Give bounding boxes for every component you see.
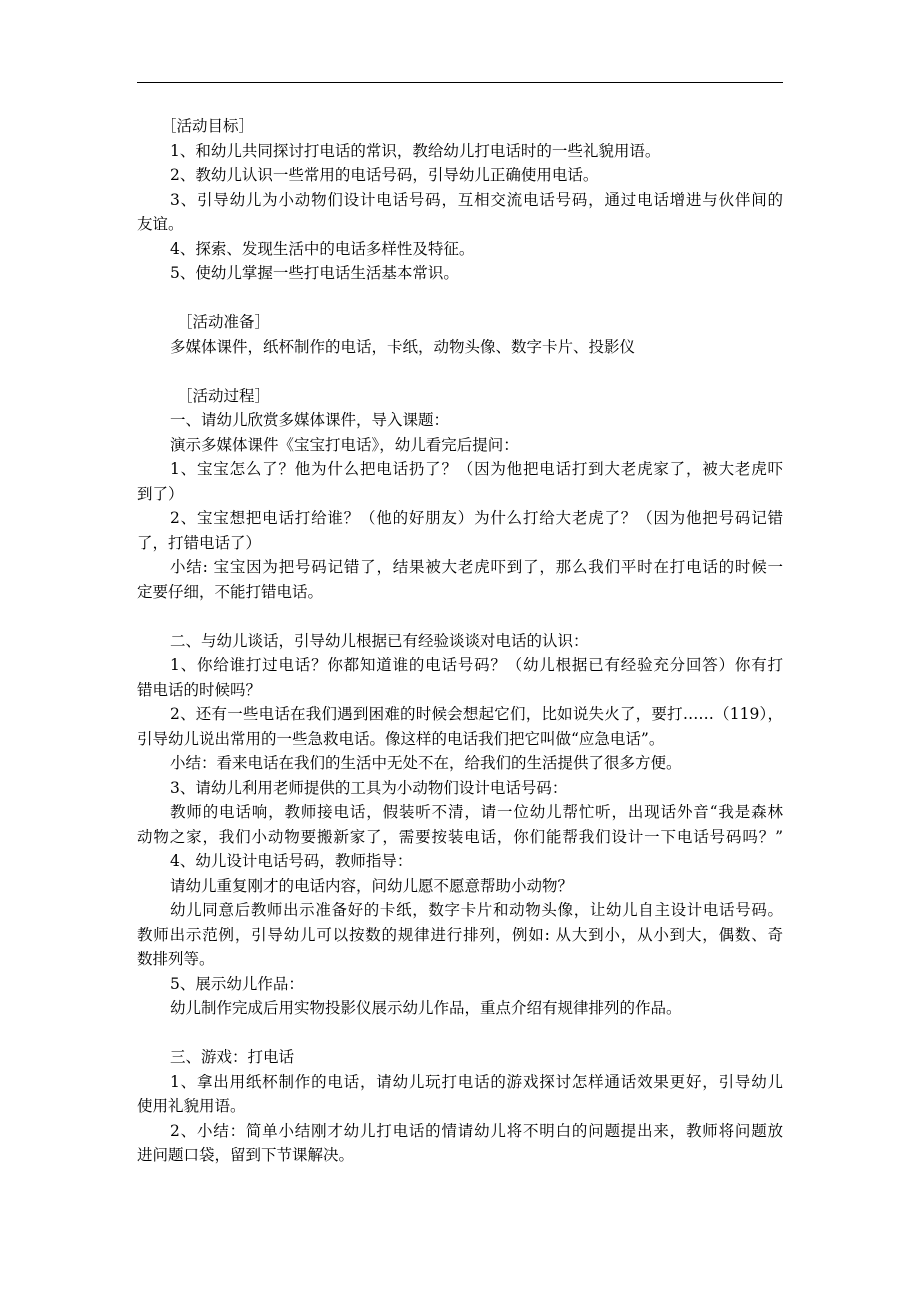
part3-title: 三、游戏：打电话 bbox=[170, 1048, 295, 1066]
part2-step-4: 4、幼儿设计电话号码，教师指导： bbox=[170, 852, 413, 870]
spacer bbox=[137, 1021, 783, 1046]
goal-item-2: 2、教幼儿认识一些常用的电话号码，引导幼儿正确使用电话。 bbox=[170, 166, 599, 184]
part1-question-2-line2: 了，打错电话了） bbox=[137, 533, 262, 552]
part3-item-1-line2: 使用礼貌用语。 bbox=[137, 1097, 246, 1115]
part1-question-2-line1: 2、宝宝想把电话打给谁？（他的好朋友）为什么打给大老虎了？（因为他把号码记错 bbox=[170, 509, 783, 527]
goal-item-3-line2: 友谊。 bbox=[137, 215, 184, 233]
part2-summary: 小结：看来电话在我们的生活中无处不在，给我们的生活提供了很多方便。 bbox=[170, 754, 682, 772]
goal-item-3-line1: 3、引导幼儿为小动物们设计电话号码，互相交流电话号码，通过电话增进与伙伴间的 bbox=[170, 190, 783, 209]
preparation-text: 多媒体课件，纸杯制作的电话，卡纸，动物头像、数字卡片、投影仪 bbox=[170, 337, 636, 356]
part2-step-4-text1: 请幼儿重复刚才的电话内容，问幼儿愿不愿意帮助小动物？ bbox=[170, 876, 574, 895]
part2-step-5: 5、展示幼儿作品： bbox=[170, 974, 304, 993]
part2-question-1-line2: 错电话的时候吗？ bbox=[137, 680, 262, 699]
section-heading-process: ［活动过程］ bbox=[177, 386, 271, 405]
goal-item-1: 1、和幼儿共同探讨打电话的常识，教给幼儿打电话时的一些礼貌用语。 bbox=[170, 141, 661, 160]
part2-step-4-text2-line3: 数排列等。 bbox=[137, 950, 215, 968]
part2-step-4-text2-line1: 幼儿同意后教师出示准备好的卡纸，数字卡片和动物头像，让幼儿自主设计电话号码。 bbox=[170, 901, 783, 919]
spacer bbox=[137, 286, 783, 311]
part2-title: 二、与幼儿谈话，引导幼儿根据已有经验谈谈对电话的认识： bbox=[170, 631, 589, 650]
goal-item-4: 4、探索、发现生活中的电话多样性及特征。 bbox=[170, 239, 475, 258]
part1-summary-line2: 定要仔细，不能打错电话。 bbox=[137, 582, 324, 601]
part2-step-4-text2-line2: 教师出示范例，引导幼儿可以按数的规律进行排列，例如: 从大到小，从小到大，偶数、奇 bbox=[137, 925, 783, 944]
section-heading-preparation: ［活动准备］ bbox=[177, 313, 271, 331]
part2-step-3-text-line1: 教师的电话响，教师接电话，假装听不清，请一位幼儿帮忙听，出现话外音“我是森林 bbox=[170, 803, 783, 821]
part1-question-1-line1: 1、宝宝怎么了？他为什么把电话扔了？（因为他把电话打到大老虎家了，被大老虎吓 bbox=[170, 460, 783, 478]
part3-item-2-line2: 进问题口袋，留到下节课解决。 bbox=[137, 1146, 355, 1164]
spacer bbox=[137, 604, 783, 629]
part1-title: 一、请幼儿欣赏多媒体课件，导入课题： bbox=[170, 411, 450, 429]
section-heading-goals: ［活动目标］ bbox=[161, 117, 255, 135]
part1-question-1-line2: 到了） bbox=[137, 484, 184, 503]
part1-intro: 演示多媒体课件《宝宝打电话》，幼儿看完后提问： bbox=[170, 435, 519, 454]
part1-summary-line1: 小结: 宝宝因为把号码记错了，结果被大老虎吓到了，那么我们平时在打电话的时候一 bbox=[170, 558, 783, 576]
spacer bbox=[137, 359, 783, 384]
part2-question-1-line1: 1、你给谁打过电话？你都知道谁的电话号码？（幼儿根据已有经验充分回答）你有打 bbox=[170, 656, 783, 674]
part2-step-5-text: 幼儿制作完成后用实物投影仪展示幼儿作品，重点介绍有规律排列的作品。 bbox=[170, 999, 682, 1017]
part3-item-1-line1: 1、拿出用纸杯制作的电话，请幼儿玩打电话的游戏探讨怎样通话效果更好，引导幼儿 bbox=[170, 1072, 783, 1091]
part2-step-3: 3、请幼儿利用老师提供的工具为小动物们设计电话号码： bbox=[170, 778, 568, 797]
part2-question-2-line1: 2、还有一些电话在我们遇到困难的时候会想起它们，比如说失火了，要打……（119）， bbox=[170, 705, 783, 723]
goal-item-5: 5、使幼儿掌握一些打电话生活基本常识。 bbox=[170, 264, 459, 282]
part2-step-3-text-line2: 动物之家，我们小动物要搬新家了，需要按装电话，你们能帮我们设计一下电话号码吗？” bbox=[137, 827, 783, 846]
header-rule bbox=[137, 82, 783, 83]
document-body bbox=[137, 114, 783, 1168]
part2-question-2-line2: 引导幼儿说出常用的一些急救电话。像这样的电话我们把它叫做“应急电话”。 bbox=[137, 729, 665, 748]
part3-item-2-line1: 2、小结：简单小结刚才幼儿打电话的情请幼儿将不明白的问题提出来，教师将问题放 bbox=[170, 1121, 783, 1140]
